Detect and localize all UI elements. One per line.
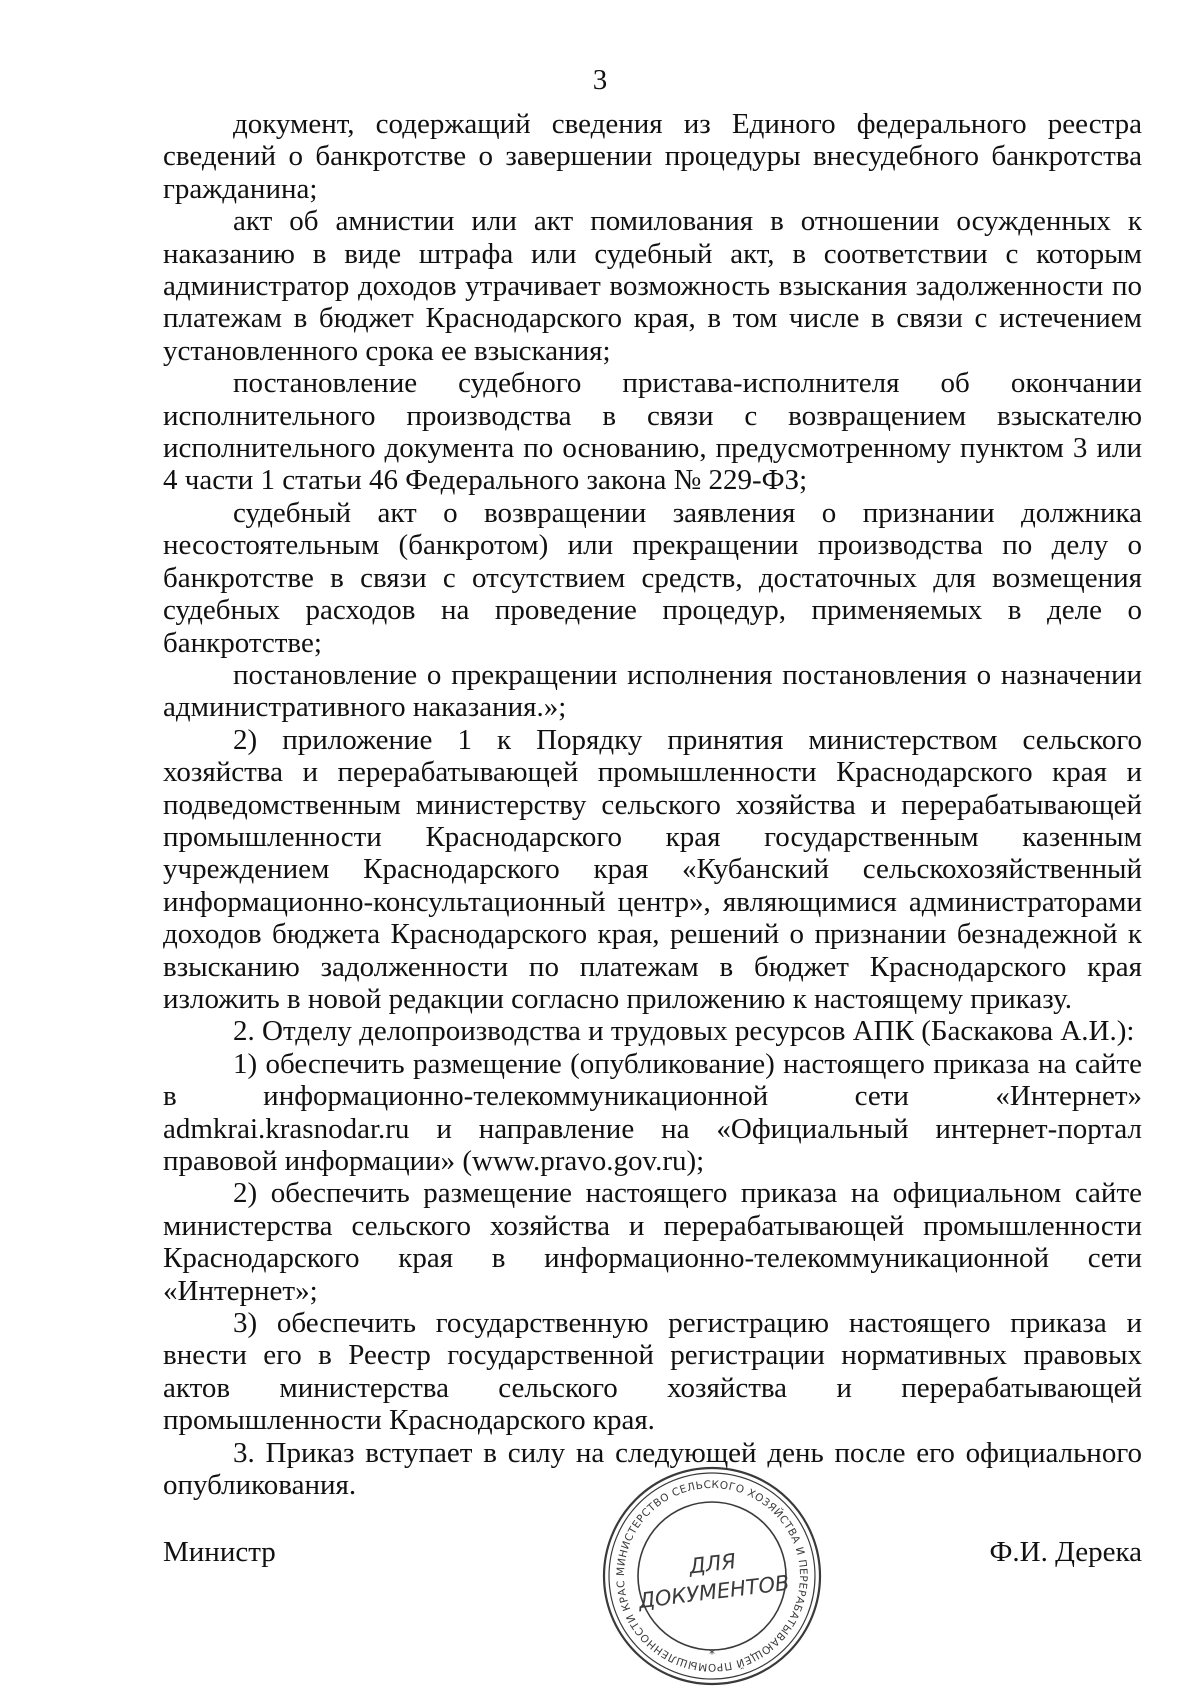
paragraph-subitem-2-website: 2) обеспечить размещение настоящего приказа на официальном сайте министерства сельского хозяйства и перерабатывающей промышленности Краснодарского края в информационно-телекоммуникационной сети «Интернет»; xyxy=(163,1177,1142,1307)
seal-ring-text: МИНИСТЕРСТВО СЕЛЬСКОГО ХОЗЯЙСТВА И ПЕРЕРАБАТЫВАЮЩЕЙ ПРОМЫШЛЕННОСТИ КРАС xyxy=(614,1478,810,1674)
signatory-title: Министр xyxy=(163,1536,276,1568)
paragraph-section-3-effective-date: 3. Приказ вступает в силу на следующей день после его официального опубликования. xyxy=(163,1436,1142,1502)
paragraph-section-2-records-department: 2. Отделу делопроизводства и трудовых ресурсов АПК (Баскакова А.И.): xyxy=(233,1015,1135,1048)
seal-graphic xyxy=(596,1460,828,1692)
document-body xyxy=(163,108,1142,1501)
paragraph-bailiff-resolution: постановление судебного пристава-исполнителя об окончании исполнительного производства в связи с возвращением взыскателю исполнительного документа по основанию, предусмотренному пунктом 3 или 4 части 1 статьи 46 Федерального закона № 229-ФЗ; xyxy=(163,367,1142,497)
signatory-name: Ф.И. Дерека xyxy=(989,1536,1142,1568)
paragraph-administrative-penalty: постановление о прекращении исполнения постановления о назначении административного наказания.»; xyxy=(163,658,1142,724)
paragraph-amnesty-act: акт об амнистии или акт помилования в отношении осужденных к наказанию в виде штрафа или судебный акт, в соответствии с которым администратор доходов утрачивает возможность взыскания задолженности по платежам в бюджет Краснодарского края, в том числе в связи с истечением установленного срока ее взыскания; xyxy=(163,205,1142,367)
paragraph-bankruptcy-registry-document: документ, содержащий сведения из Единого федерального реестра сведений о банкротстве о завершении процедуры внесудебного банкротства гражданина; xyxy=(163,108,1142,205)
official-seal-stamp xyxy=(596,1460,828,1692)
seal-center-line-1: ДЛЯ xyxy=(687,1549,738,1579)
paragraph-bankruptcy-court-act: судебный акт о возвращении заявления о признании должника несостоятельным (банкротом) или прекращении производства по делу о банкротстве в связи с отсутствием средств, достаточных для возмещения судебных расходов на проведение процедур, применяемых в деле о банкротстве; xyxy=(163,496,1142,659)
page-number: 3 xyxy=(592,64,608,96)
paragraph-subitem-3-registration: 3) обеспечить государственную регистрацию настоящего приказа и внести его в Реестр государственной регистрации нормативных правовых актов министерства сельского хозяйства и перерабатывающей промышленности Краснодарского края. xyxy=(163,1307,1142,1437)
paragraph-subitem-1-publication: 1) обеспечить размещение (опубликование) настоящего приказа на сайте в информационно-телекоммуникационной сети «Интернет» admkrai.krasnodar.ru и направление на «Официальный интернет-портал правовой информации» (www.pravo.gov.ru); xyxy=(163,1047,1142,1177)
paragraph-item-2-appendix: 2) приложение 1 к Порядку принятия министерством сельского хозяйства и перерабатывающей промышленности Краснодарского края и подведомственным министерству сельского хозяйства и перерабатывающей промышленности Краснодарского края государственным казенным учреждением Краснодарского края «Кубанский сельскохозяйственный информационно-консультационный центр», являющимися администраторами доходов бюджета Краснодарского края, решений о признании безнадежной к взысканию задолженности по платежам в бюджет Краснодарского края изложить в новой редакции согласно приложению к настоящему приказу. xyxy=(163,723,1142,1015)
seal-star-icon: * xyxy=(709,1647,715,1661)
seal-center-line-2: ДОКУМЕНТОВ xyxy=(637,1570,791,1614)
